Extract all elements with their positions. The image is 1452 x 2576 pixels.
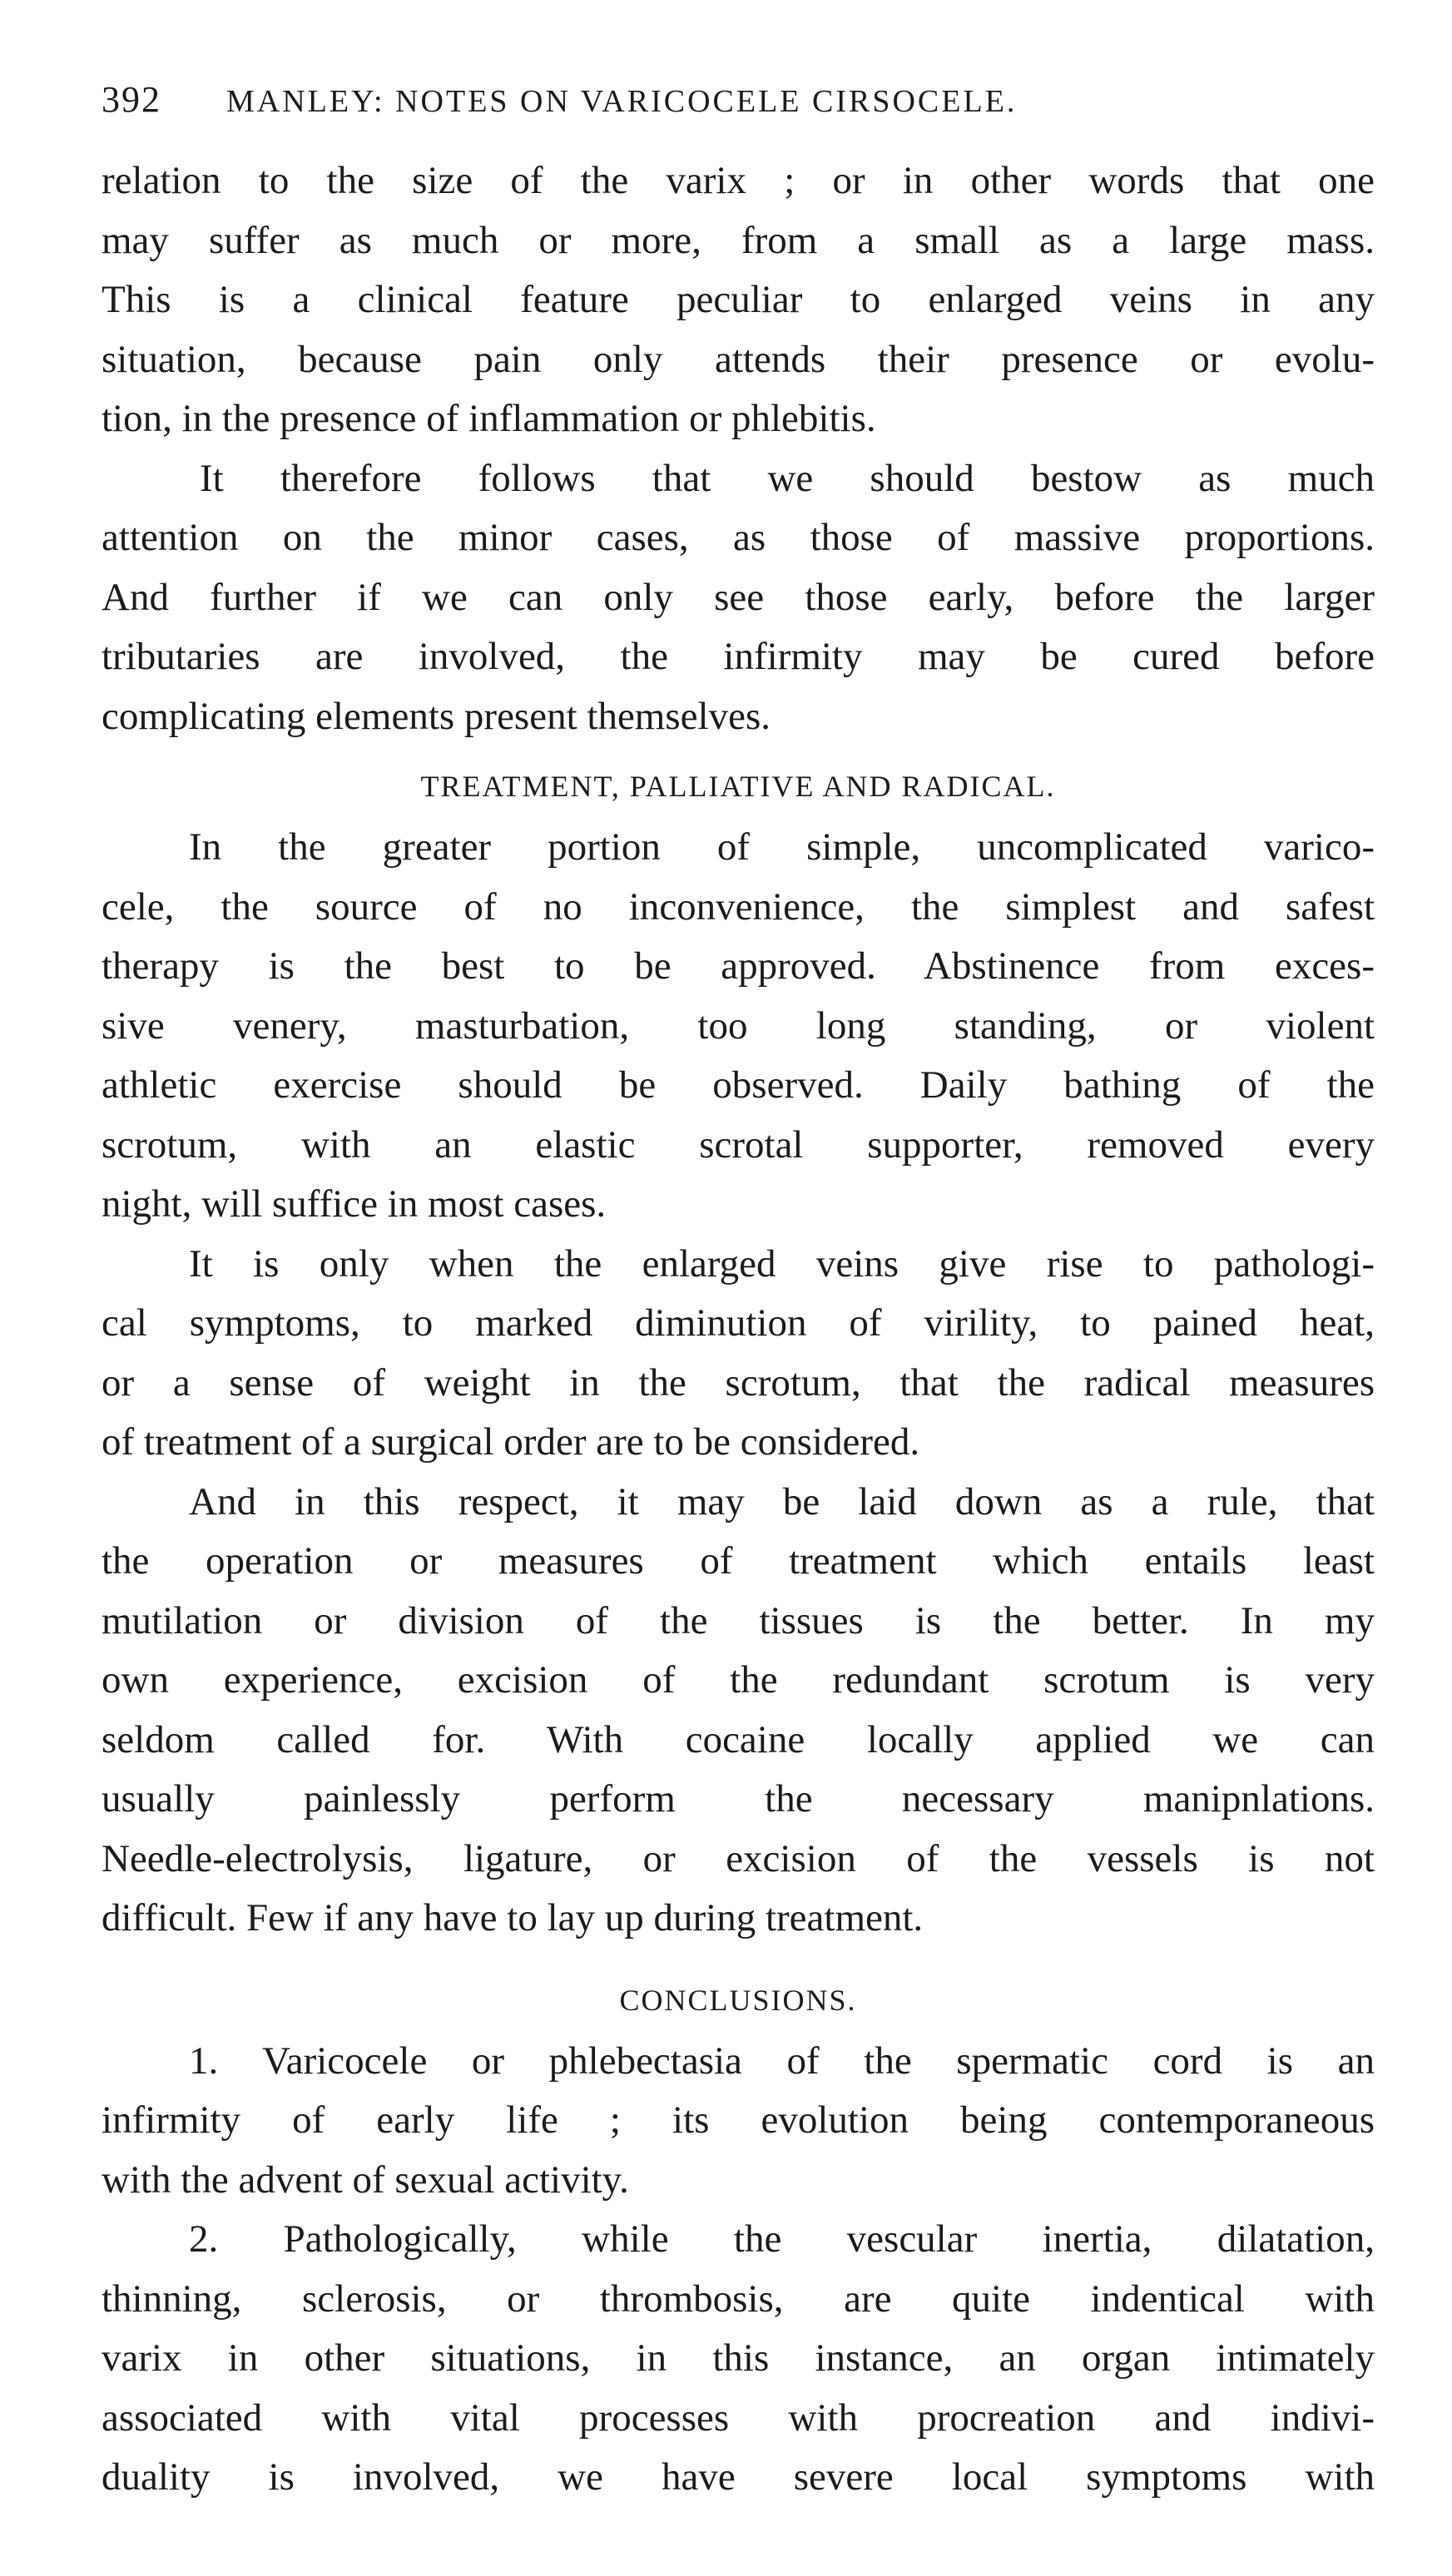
text-line: seldom called for. With cocaine locally applied we can	[102, 1717, 1375, 1761]
page-number: 392	[102, 79, 161, 120]
text-line: attention on the minor cases, as those of massive proportions.	[102, 516, 1375, 559]
paragraph	[102, 2210, 1375, 2508]
text-line: varix in other situations, in this instance, an organ intimately	[102, 2336, 1375, 2380]
text-line: usually painlessly perform the necessary manipnlations.	[102, 1777, 1375, 1821]
text-line: cal symptoms, to marked diminution of virility, to pained heat,	[102, 1301, 1375, 1345]
text-line: difficult. Few if any have to lay up during treatment.	[102, 1896, 924, 1939]
text-line: And further if we can only see those early, before the larger	[102, 575, 1375, 619]
text-line: relation to the size of the varix ; or in other words that one	[102, 159, 1375, 202]
text-line: 1. Varicocele or phlebectasia of the spermatic cord is an	[189, 2039, 1375, 2083]
paragraph	[102, 151, 1375, 449]
text-line: tributaries are involved, the infirmity may be cured before	[102, 635, 1375, 678]
text-line: thinning, sclerosis, or thrombosis, are quite indentical with	[102, 2276, 1375, 2321]
section-heading-conclusions: CONCLUSIONS.	[619, 1983, 857, 2017]
running-head	[102, 67, 1375, 133]
paragraph	[102, 449, 1375, 747]
text-line: situation, because pain only attends their presence or evolu-	[102, 337, 1375, 381]
text-line: duality is involved, we have severe local symptoms with	[102, 2455, 1375, 2499]
running-title: MANLEY: NOTES ON VARICOCELE CIRSOCELE.	[226, 84, 1018, 119]
text-line: infirmity of early life ; its evolution being contemporaneous	[102, 2098, 1375, 2142]
paragraph	[102, 1235, 1375, 1473]
text-line: night, will suffice in most cases.	[102, 1182, 607, 1226]
section-heading-treatment: TREATMENT, PALLIATIVE AND RADICAL.	[420, 770, 1056, 803]
text-line: cele, the source of no inconvenience, the simplest and safest	[102, 884, 1375, 929]
text-line: scrotum, with an elastic scrotal supporter, removed every	[102, 1122, 1375, 1167]
text-line: Needle-electrolysis, ligature, or excision of the vessels is not	[102, 1836, 1375, 1880]
text-line: therapy is the best to be approved. Abstinence from exces-	[102, 944, 1375, 988]
text-line: or a sense of weight in the scrotum, that the radical measures	[102, 1360, 1375, 1404]
text-line: may suffer as much or more, from a small as a large mass.	[102, 218, 1375, 262]
text-line: 2. Pathologically, while the vescular inertia, dilatation,	[189, 2217, 1375, 2261]
text-line: complicating elements present themselves.	[102, 694, 771, 738]
text-line: sive venery, masturbation, too long standing, or violent	[102, 1003, 1375, 1048]
text-line: This is a clinical feature peculiar to enlarged veins in any	[102, 278, 1375, 321]
text-line: tion, in the presence of inflammation or phlebitis.	[102, 397, 876, 440]
paragraph	[102, 2032, 1375, 2211]
text-line: athletic exercise should be observed. Daily bathing of the	[102, 1063, 1375, 1107]
page	[102, 67, 1375, 2508]
text-line: own experience, excision of the redundant scrotum is very	[102, 1658, 1375, 1702]
text-line: In the greater portion of simple, uncomplicated varico-	[189, 825, 1375, 869]
paragraph	[102, 818, 1375, 1235]
text-line: mutilation or division of the tissues is the better. In my	[102, 1598, 1375, 1642]
text-line: with the advent of sexual activity.	[102, 2157, 629, 2202]
text-line: And in this respect, it may be laid down as a rule, that	[189, 1479, 1375, 1523]
spacer	[102, 1949, 1375, 1960]
text-line: of treatment of a surgical order are to be considered.	[102, 1420, 920, 1464]
paragraph	[102, 1473, 1375, 1949]
text-line: associated with vital processes with procreation and indivi-	[102, 2395, 1375, 2440]
text-line: the operation or measures of treatment which entails least	[102, 1539, 1375, 1583]
text-line: It therefore follows that we should bestow as much	[200, 456, 1375, 500]
text-line: It is only when the enlarged veins give rise to pathologi-	[189, 1241, 1375, 1286]
